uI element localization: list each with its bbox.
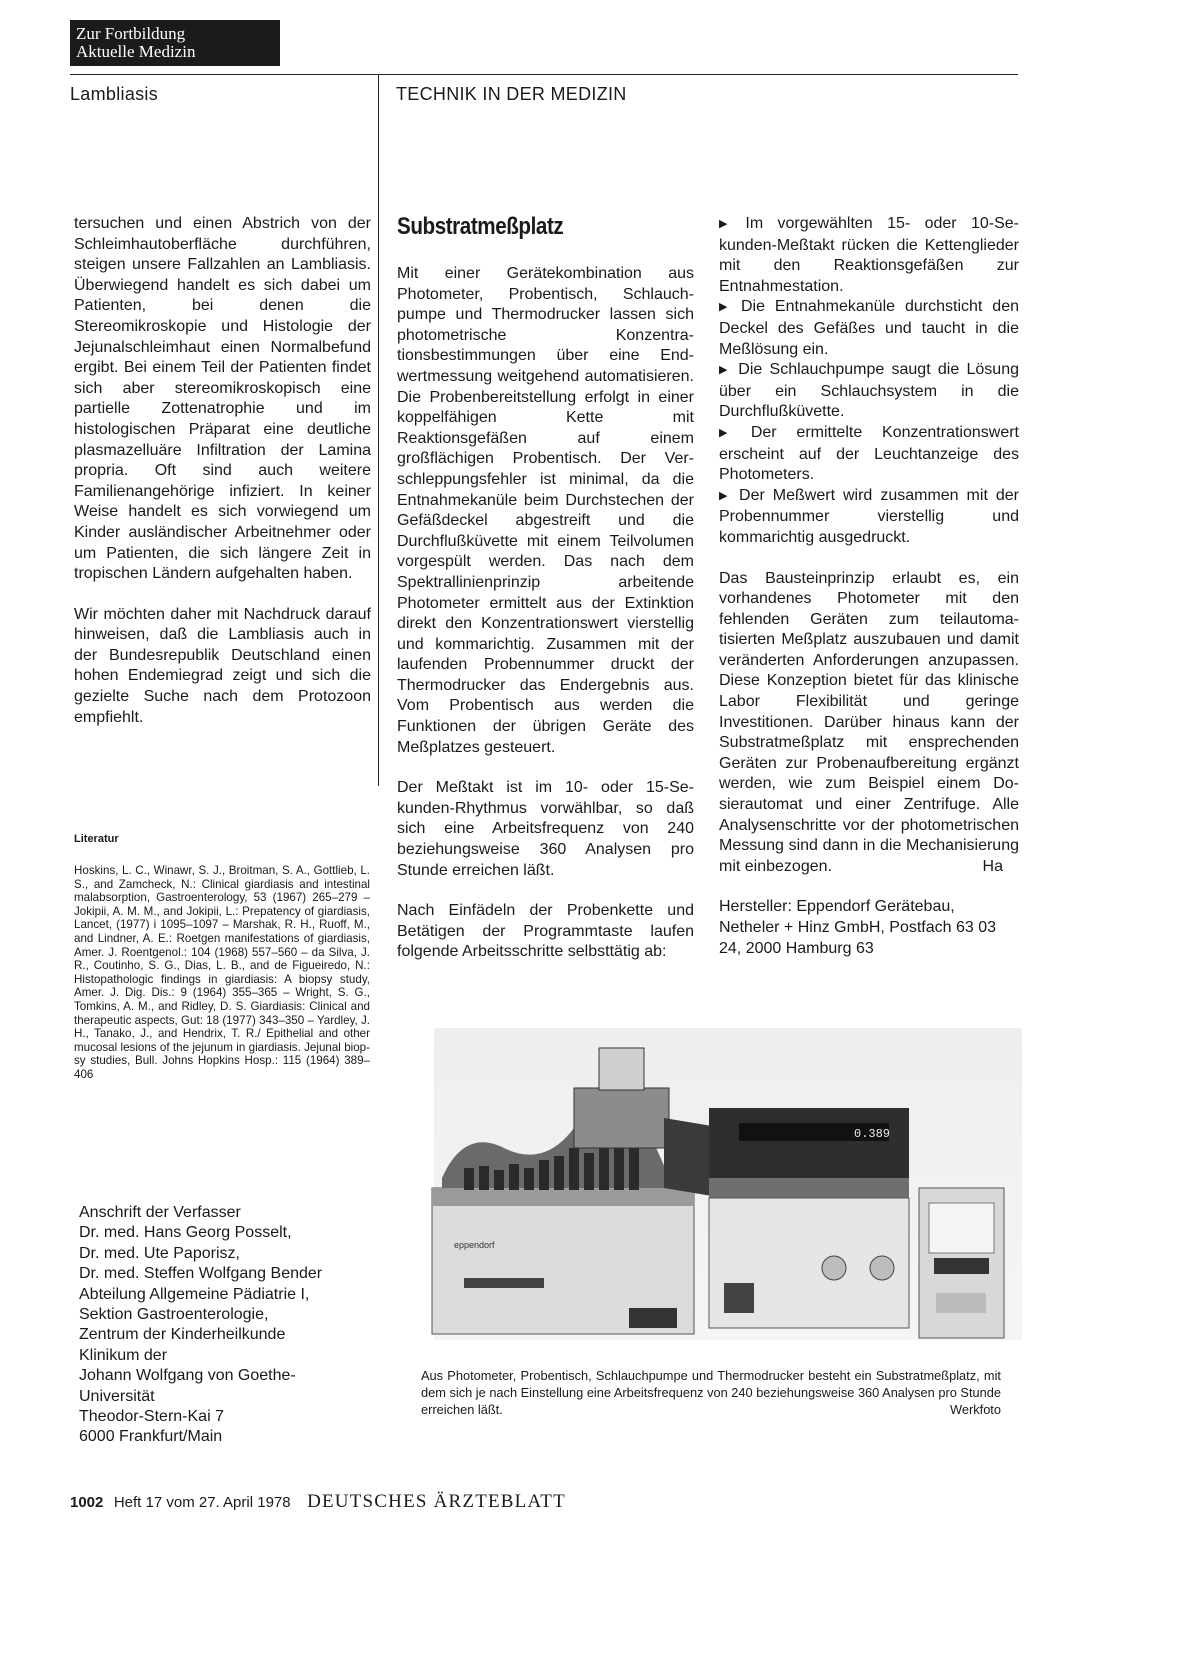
issue-info: Heft 17 vom 27. April 1978: [113, 1494, 291, 1511]
section-badge: [70, 20, 280, 66]
address-line: Klinikum der: [79, 1346, 168, 1364]
workflow-step: ▶ Im vorgewählten 15- oder 10-Sekunden-Meßtakt rücken die Kettenglieder mit den Reaktionsgefäßen zur Entnahmestation.: [719, 214, 1019, 297]
header-rule: [70, 74, 1018, 75]
caption-text: Aus Photometer, Probentisch, Schlauchpumpe und Thermodrucker besteht ein Substratmeßplatz, mit dem sich je nach Einstellung eine Arbeitsfrequenz von 240 beziehungsweise 360 Analysen pro Stunde erreichen läßt.: [421, 1368, 1001, 1417]
address-line: Sektion Gastroenterologie,: [79, 1306, 269, 1324]
address-line: Abteilung Allgemeine Pädiatrie I,: [79, 1285, 310, 1303]
lambliasis-text: [74, 214, 371, 728]
address-line: Universität: [79, 1387, 155, 1405]
figure-caption: [421, 1367, 1001, 1418]
literature-heading: Literatur: [74, 833, 119, 845]
badge-line-1: Zur Fortbildung: [76, 24, 186, 43]
workflow-step: ▶ Der Meßwert wird zusammen mit der Probennummer vierstellig und kommarichtig ausgedruckt.: [719, 486, 1019, 549]
address-line: Dr. med. Hans Georg Posselt,: [79, 1224, 292, 1242]
manufacturer-info: Hersteller: Eppendorf Gerätebau, Netheler + Hinz GmbH, Postfach 63 03 24, 2000 Hamburg 63: [719, 898, 997, 957]
address-line: Dr. med. Ute Paporisz,: [79, 1244, 240, 1262]
article-title: Substratmeßplatz: [397, 213, 564, 240]
lambliasis-paragraph-2: Wir möchten daher mit Nachdruck darauf hinweisen, daß die Lambliasis auch in der Bundesrepublik Deutschland einen hohen Endemiegrad zeigt und sich die gezielte Suche nach dem Protozoon empfiehlt.: [74, 605, 371, 726]
article-column-3: [719, 214, 1019, 959]
article-paragraph-3: Nach Einfädeln der Probenkette und Betätigen der Programmtaste laufen folgende Arbeitsschritte selbsttätig ab:: [397, 902, 694, 961]
journal-name: DEUTSCHES ÄRZTEBLATT: [307, 1491, 566, 1512]
address-line: Dr. med. Steffen Wolfgang Bender: [79, 1265, 323, 1283]
article-paragraph-4: Das Bausteinprinzip erlaubt es, ein vorhandenes Photometer mit den fehlenden Geräten zum teilautomatisierten Meßplatz auszubauen und damit veränderten Anforderungen anzupassen. Diese Konzeption bietet für das klinische Labor Flexibilität und geringe Investitionen. Darüber hinaus kann der Substratmeßplatz mit ensprechenden Geräten zur Probenaufbereitung ergänzt werden, wie zum Beispiel einem Dosierautomat und einer Zentrifuge. Alle Analysenschritte vor der photometrischen Messung sind dann in die Mechanisierung mit einbezogen.: [719, 569, 1019, 875]
lambliasis-paragraph-1: tersuchen und einen Abstrich von der Schleimhautoberfläche durchführen, steigen unsere Fallzahlen an Lambliasis. Überwiegend handelt es sich dabei um Patienten, bei denen die Stereomikroskopie und Histologie der Jejunalschleimhaut einen Normalbefund ergibt. Bei einem Teil der Patienten findet sich aber stereomikroskopisch eine partielle Zottenatrophie und im histologischen Präparat eine deutliche plasmazelluäre Infiltration der Lamina propria. Oft sind auch weitere Familienangehörige infiziert. In keiner Weise handelt es sich vorwiegend um Kinder ausländischer Arbeitnehmer oder um Patienten, die sich längere Zeit in tropischen Ländern aufgehalten haben.: [74, 215, 371, 583]
address-line: 6000 Frankfurt/Main: [79, 1428, 223, 1446]
workflow-step: ▶ Die Entnahmekanüle durchsticht den Deckel des Gefäßes und taucht in die Meßlösung ein.: [719, 297, 1019, 360]
article-paragraph-1: Mit einer Gerätekombination aus Photometer, Probentisch, Schlauchpumpe und Thermodrucker lassen sich photometrische Konzentrationsbestimmungen über eine Endwertmessung weitgehend automatisieren. Die Probenbereitstellung erfolgt in einer koppelfähigen Kette mit Reaktionsgefäßen auf einem großflächigen Probentisch. Der Verschleppungsfehler ist minimal, da die Entnahmekanüle beim Durchstechen der Gefäßdeckel abgestreift und die Durchflußküvette mit einem Teilvolumen vorgespült werden. Das nach dem Spektrallinienprinzip arbeitende Photometer ermittelt aus der Extinktion direkt den Konzentrationswert vierstellig und kommarichtig. Zusammen mit der laufenden Probennummer druckt der Thermodrucker das Endergebnis aus. Vom Probentisch aus werden die Funktionen der übrigen Geräte des Meßplatzes gesteuert.: [397, 265, 694, 756]
page-number: 1002: [70, 1494, 104, 1511]
photometer-display: 0.389: [854, 1127, 891, 1141]
right-section-title: TECHNIK IN DER MEDIZIN: [396, 84, 627, 104]
workflow-step: ▶ Die Schlauchpumpe saugt die Lösung über ein Schlauchsystem in die Durchflußküvette.: [719, 360, 1019, 423]
left-section-title: Lambliasis: [70, 84, 159, 104]
workflow-step: ▶ Der ermittelte Konzentrationswert erscheint auf der Leuchtanzeige des Photometers.: [719, 423, 1019, 486]
photo-credit: Werkfoto: [950, 1402, 1001, 1417]
author-signature: Ha: [982, 857, 1003, 875]
article-paragraph-2: Der Meßtakt ist im 10- oder 15-Sekunden-Rhythmus vorwählbar, so daß sich eine Arbeitsfrequenz von 240 beziehungsweise 360 Analysen pro Stunde erreichen läßt.: [397, 779, 694, 879]
article-column-2: [397, 264, 694, 963]
badge-line-2: Aktuelle Medizin: [76, 42, 196, 61]
column-divider: [378, 74, 379, 786]
address-line: Theodor-Stern-Kai 7: [79, 1408, 224, 1426]
device-brand-label: eppendorf: [454, 1240, 495, 1250]
address-heading: Anschrift der Verfasser: [79, 1204, 241, 1221]
address-line: Johann Wolfgang von Goethe-: [79, 1367, 296, 1385]
device-photo: [424, 1028, 1022, 1340]
author-address: [79, 1203, 322, 1448]
literature-references: Hoskins, L. C., Winawr, S. J., Broitman, S. A., Gottlieb, L. S., and Zamcheck, N.: Clinical giardiasis and intestinal malabsorption, Gastroenterology, 53 (1967) 265–279 – Jokipii, A. M. M., and Jokipii, L.: Prepatency of giardiasis, Lancet, (1977) i 1095–1097 – Marshak, R. H., Ruoff, M., and Lindner, A. E.: Roetgen manifestations of giardiasis, Amer. J. Roentgenol.: 104 (1968) 557–560 – da Silva, J. R., Coutinho, S. G., Dias, L. B., and de Figueiredo, N.: Histopathologic findings in giardiasis: A biopsy study, Amer. J. Dig. Dis.: 9 (1964) 355–365 – Wright, S. G., Tomkins, A. M., and Ridley, D. S. Giardiasis: Clinical and therapeutic aspects, Gut: 18 (1977) 343–350 – Yardley, J. H., Tanako, J., and Hendrix, T. R./ Epithelial and other mucosal lesions of the jejunum in giardiasis. Jejunal biopsy studies, Bull. Johns Hopkins Hosp.: 115 (1964) 389–406: [74, 864, 370, 1081]
address-line: Zentrum der Kinderheilkunde: [79, 1326, 286, 1344]
page-footer: [70, 1491, 566, 1513]
